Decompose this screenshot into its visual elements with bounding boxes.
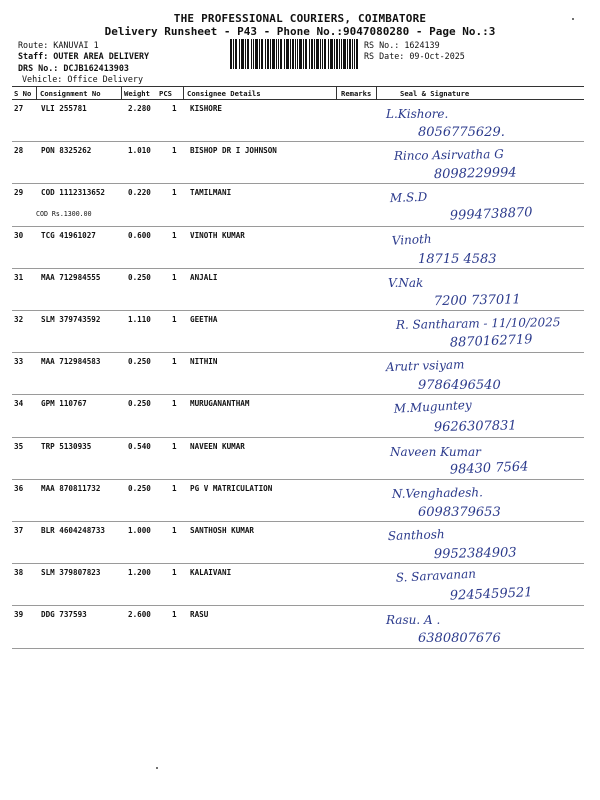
signature-phone: 8056775629.: [418, 125, 505, 140]
row-consignment-no: MAA 712984555: [41, 272, 101, 282]
signature-name: M.Muguntey: [393, 398, 473, 417]
table-row: [12, 395, 584, 437]
row-weight: 0.250: [128, 483, 151, 493]
table-row: [12, 100, 584, 142]
row-sno: 36: [14, 483, 24, 493]
row-consignment-no: SLM 379807823: [41, 568, 101, 578]
signature-phone: 6098379653: [418, 504, 501, 520]
row-weight: 0.250: [128, 357, 151, 367]
row-sno: 33: [14, 357, 24, 367]
signature-name: Vinoth: [391, 231, 432, 248]
row-consignee: TAMILMANI: [190, 188, 232, 198]
row-consignment-no: PON 8325262: [41, 146, 92, 156]
row-weight: 2.280: [128, 104, 151, 113]
row-pcs: 1: [172, 526, 177, 535]
row-sno: 30: [14, 230, 24, 240]
row-consignee: NAVEEN KUMAR: [190, 441, 245, 451]
signature-name: Rinco Asirvatha G: [393, 147, 504, 164]
signature-handwriting: [382, 438, 600, 482]
signature-phone: 9626307831: [433, 418, 517, 436]
row-weight: 0.600: [128, 230, 151, 240]
table-top-rule: [12, 86, 584, 87]
col-header-sno: S No: [14, 89, 32, 98]
row-sno: 27: [14, 104, 24, 113]
row-consignee: VINOTH KUMAR: [190, 230, 245, 240]
row-sno: 32: [14, 315, 24, 324]
signature-handwriting: [380, 269, 600, 313]
signature-name: M.S.D: [389, 190, 428, 206]
row-consignee: ANJALI: [190, 272, 218, 282]
signature-name: Arutr vsiyam: [385, 357, 465, 375]
table-row: [12, 269, 584, 311]
row-weight: 1.110: [128, 315, 151, 324]
runsheet-title: Delivery Runsheet - P43 - Phone No.:9047080280 - Page No.:3: [104, 25, 496, 38]
signature-handwriting: [378, 227, 598, 271]
signature-phone: 98430 7564: [449, 458, 529, 478]
row-consignee: KISHORE: [190, 104, 223, 113]
row-pcs: 1: [172, 188, 177, 198]
signature-handwriting: [382, 564, 600, 608]
col-header-remarks: Remarks: [341, 89, 372, 98]
row-consignee: GEETHA: [190, 315, 218, 324]
vehicle-label: Vehicle: Office Delivery: [22, 74, 144, 84]
col-header-consignment: Consignment No: [40, 89, 101, 98]
row-consignee: MURUGANANTHAM: [190, 399, 250, 409]
row-consignment-no: SLM 379743592: [41, 315, 101, 324]
signature-name: Santhosh: [387, 527, 445, 544]
row-pcs: 1: [172, 104, 177, 113]
row-consignee: KALAIVANI: [190, 568, 232, 578]
signature-handwriting: [378, 353, 598, 397]
table-row: [12, 606, 584, 648]
row-divider: [12, 648, 584, 649]
row-sno: 29: [14, 188, 24, 198]
signature-name: Naveen Kumar: [390, 444, 481, 459]
row-weight: 0.540: [128, 441, 151, 451]
row-pcs: 1: [172, 441, 177, 451]
row-pcs: 1: [172, 146, 177, 156]
signature-handwriting: [378, 480, 598, 524]
signature-handwriting: [380, 142, 600, 186]
table-row: [12, 311, 584, 353]
row-consignment-no: TCG 41961027: [41, 230, 96, 240]
col-header-weight: Weight: [124, 89, 150, 98]
col-header-consignee: Consignee Details: [187, 89, 261, 98]
signature-phone: 8098229994: [433, 165, 517, 183]
row-pcs: 1: [172, 230, 177, 240]
signature-phone: 9245459521: [449, 585, 533, 604]
row-consignee: SANTHOSH KUMAR: [190, 526, 255, 535]
rs-date: RS Date: 09-Oct-2025: [364, 51, 465, 61]
row-sno: 31: [14, 272, 24, 282]
signature-phone: 7200 737011: [433, 292, 521, 309]
row-consignment-no: MAA 870811732: [41, 483, 101, 493]
signature-handwriting: [378, 606, 598, 650]
row-consignee: NITHIN: [190, 357, 218, 367]
signature-phone: 9786496540: [418, 378, 501, 394]
row-consignee: BISHOP DR I JOHNSON: [190, 146, 277, 156]
row-sno: 28: [14, 146, 24, 156]
row-pcs: 1: [172, 315, 177, 324]
signature-handwriting: [380, 522, 600, 566]
row-weight: 0.220: [128, 188, 151, 198]
row-weight: 1.010: [128, 146, 151, 156]
row-consignment-no: MAA 712984583: [41, 357, 101, 367]
row-consignment-no: DDG 737593: [41, 610, 87, 620]
col-header-pcs: PCS: [159, 89, 172, 98]
row-sno: 38: [14, 568, 24, 578]
staff-label: Staff: OUTER AREA DELIVERY: [18, 51, 150, 61]
signature-phone: 9952384903: [433, 545, 517, 563]
table-row: [12, 184, 584, 226]
row-sno: 35: [14, 441, 24, 451]
row-sno: 39: [14, 610, 24, 620]
row-sno: 34: [14, 399, 24, 409]
barcode-image: [230, 39, 358, 69]
table-row: [12, 227, 584, 269]
table-row: [12, 564, 584, 606]
row-consignment-no: GPM 110767: [41, 399, 87, 409]
row-consignment-no: BLR 4604248733: [41, 526, 106, 535]
row-pcs: 1: [172, 483, 177, 493]
scan-speck: [572, 18, 574, 20]
table-row: [12, 480, 584, 522]
table-row: [12, 522, 584, 564]
signature-handwriting: [378, 100, 598, 144]
table-row: [12, 438, 584, 480]
row-sno: 37: [14, 526, 24, 535]
signature-name: L.Kishore.: [386, 107, 449, 121]
signature-handwriting: [382, 184, 600, 228]
row-pcs: 1: [172, 357, 177, 367]
row-pcs: 1: [172, 272, 177, 282]
signature-phone: 9994738870: [449, 205, 533, 225]
row-consignee: RASU: [190, 610, 209, 620]
route-label: Route: KANUVAI 1: [18, 40, 99, 50]
table-row: [12, 353, 584, 395]
signature-handwriting: [382, 311, 600, 355]
row-weight: 1.000: [128, 526, 151, 535]
signature-phone: 6380807676: [418, 631, 501, 647]
col-header-seal-signature: Seal & Signature: [400, 89, 470, 98]
signature-name: V.Nak: [388, 275, 424, 290]
row-pcs: 1: [172, 568, 177, 578]
row-weight: 0.250: [128, 272, 151, 282]
signature-phone: 18715 4583: [418, 251, 497, 267]
row-cod-note: COD Rs.1300.00: [36, 210, 92, 219]
row-weight: 2.600: [128, 610, 151, 620]
signature-name: N.Venghadesh.: [391, 485, 484, 501]
signature-name: S. Saravanan: [395, 566, 477, 585]
company-name: THE PROFESSIONAL COURIERS, COIMBATORE: [173, 12, 427, 25]
row-weight: 0.250: [128, 399, 151, 409]
drs-number: DRS No.: DCJB162413903: [18, 63, 129, 73]
signature-handwriting: [380, 395, 600, 439]
row-consignee: PG V MATRICULATION: [190, 483, 273, 493]
row-pcs: 1: [172, 610, 177, 620]
row-consignment-no: TRP 5130935: [41, 441, 92, 451]
scan-speck: [156, 767, 158, 769]
signature-name: Rasu. A .: [386, 613, 441, 628]
signature-phone: 8870162719: [449, 332, 533, 351]
row-consignment-no: VLI 255781: [41, 104, 87, 113]
row-weight: 1.200: [128, 568, 151, 578]
rs-number: RS No.: 1624139: [364, 40, 440, 50]
table-row: [12, 142, 584, 184]
signature-name: R. Santharam - 11/10/2025: [395, 315, 561, 332]
row-pcs: 1: [172, 399, 177, 409]
row-consignment-no: COD 1112313652: [41, 188, 106, 198]
